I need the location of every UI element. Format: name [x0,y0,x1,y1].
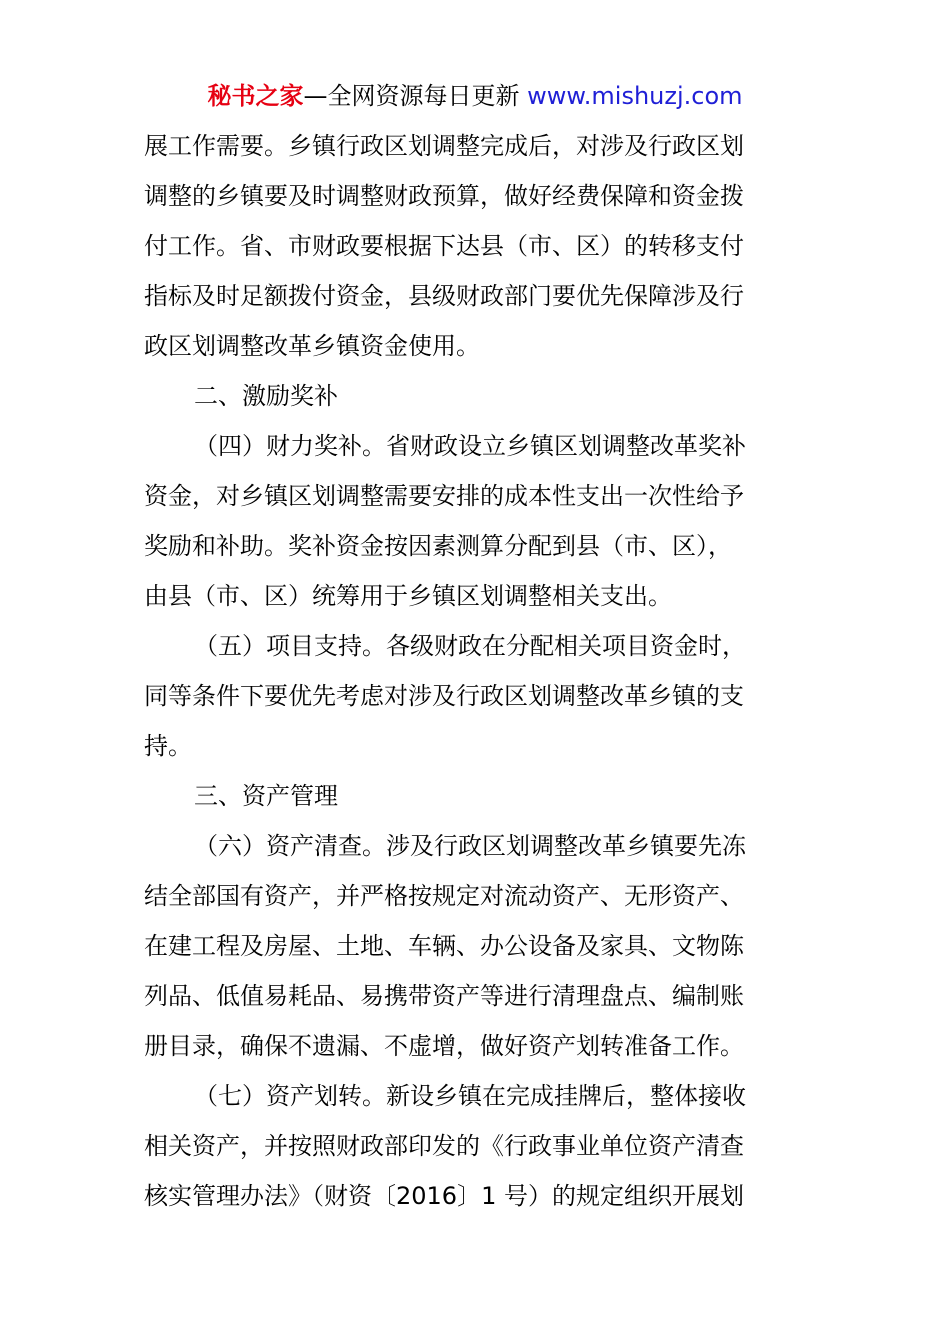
text-line: 列品、低值易耗品、易携带资产等进行清理盘点、编制账 [144,982,744,1010]
paragraph-start-line: （四）财力奖补。省财政设立乡镇区划调整改革奖补 [194,432,746,460]
document-body [144,128,808,1228]
text-line: 相关资产，并按照财政部印发的《行政事业单位资产清查 [144,1132,744,1160]
page-header [0,80,950,112]
text-line: 结全部国有资产，并严格按规定对流动资产、无形资产、 [144,882,744,910]
text-line: 政区划调整改革乡镇资金使用。 [144,332,480,360]
text-line: 指标及时足额拨付资金，县级财政部门要优先保障涉及行 [144,282,744,310]
text-line: 付工作。省、市财政要根据下达县（市、区）的转移支付 [144,232,744,260]
text-line: 由县（市、区）统筹用于乡镇区划调整相关支出。 [144,582,672,610]
text-line: 奖励和补助。奖补资金按因素测算分配到县（市、区）， [144,532,732,560]
paragraph-start-line: （六）资产清查。涉及行政区划调整改革乡镇要先冻 [194,832,746,860]
text-line: 在建工程及房屋、土地、车辆、办公设备及家具、文物陈 [144,932,744,960]
section-heading: 二、激励奖补 [194,382,338,410]
text-line: 展工作需要。乡镇行政区划调整完成后，对涉及行政区划 [144,132,744,160]
section-heading: 三、资产管理 [194,782,338,810]
text-line: 调整的乡镇要及时调整财政预算，做好经费保障和资金拨 [144,182,744,210]
brand-name: 秘书之家 [207,82,304,110]
text-line: 同等条件下要优先考虑对涉及行政区划调整改革乡镇的支 [144,682,744,710]
site-url-link[interactable]: www.mishuzj.com [527,82,743,110]
text-line: 持。 [144,732,192,760]
paragraph-start-line: （五）项目支持。各级财政在分配相关项目资金时， [194,632,746,660]
header-tagline: —全网资源每日更新 [303,82,528,110]
text-line: 册目录，确保不遗漏、不虚增，做好资产划转准备工作。 [144,1032,744,1060]
paragraph-start-line: （七）资产划转。新设乡镇在完成挂牌后，整体接收 [194,1082,746,1110]
text-line: 资金，对乡镇区划调整需要安排的成本性支出一次性给予 [144,482,744,510]
text-line: 核实管理办法》（财资〔2016〕1 号）的规定组织开展划 [144,1182,744,1210]
